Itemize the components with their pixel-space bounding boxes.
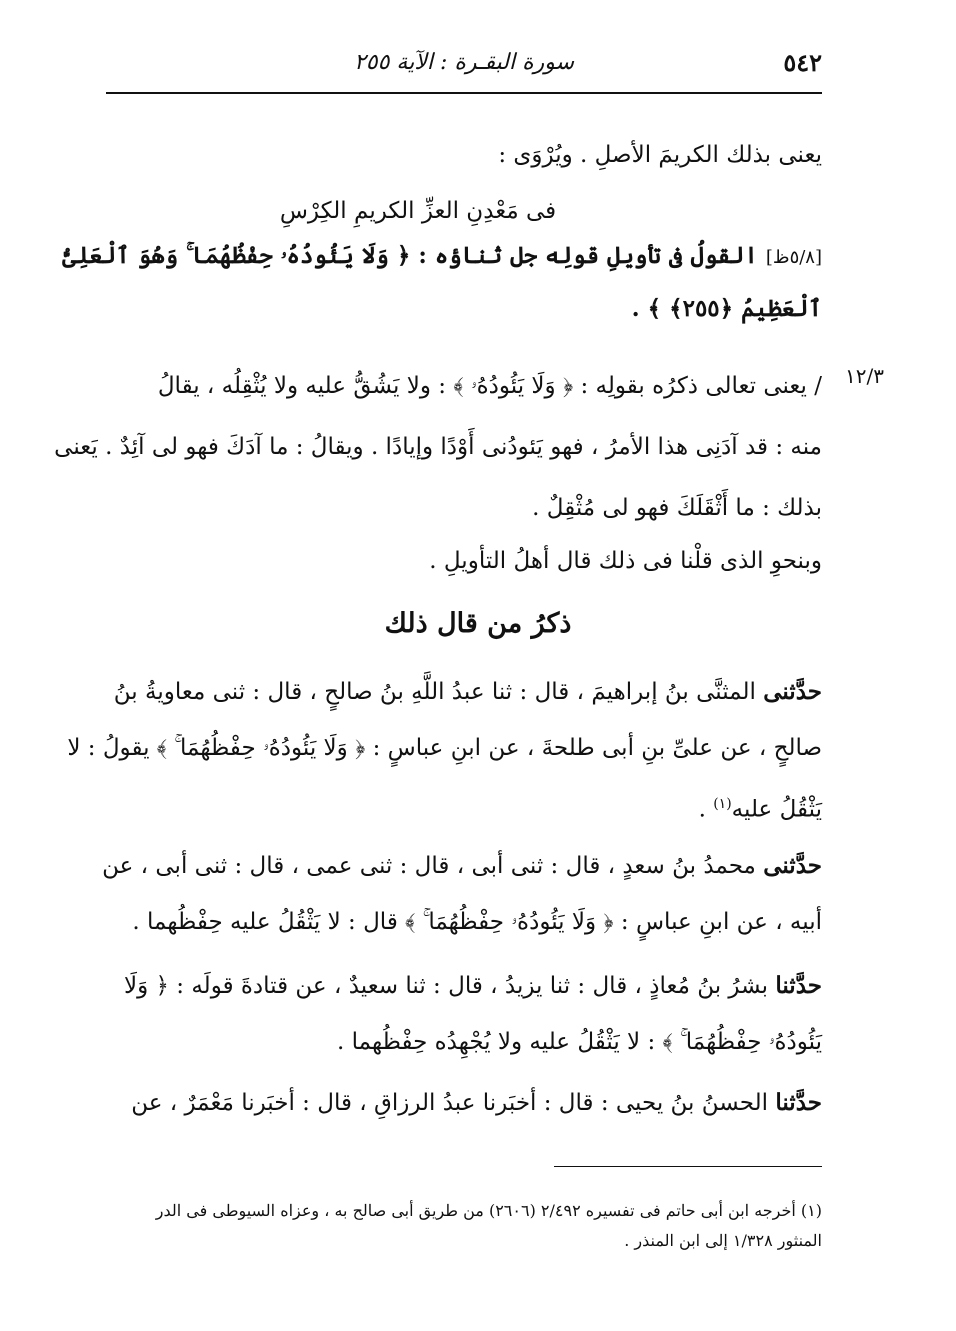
page-number: ٥٤٢	[783, 48, 822, 77]
agreement-line: وبنحوِ الذى قلْنا فى ذلك قال أهلُ التأويلِ .	[429, 548, 822, 574]
isnad-end: .	[698, 796, 714, 823]
heading-line-1	[62, 230, 822, 283]
section-heading	[62, 230, 822, 334]
section-title: ذكرُ من قال ذلك	[384, 608, 572, 639]
isnad-text: محمدُ بنُ سعدٍ ، قال : ثنى أبى ، قال : ثنى عمى ، قال : ثنى أبى ، عن	[102, 853, 756, 879]
isnad-line	[102, 838, 822, 894]
isnad-paragraph	[102, 838, 822, 950]
isnad-line: صالحٍ ، عن علىِّ بنِ أبى طلحةَ ، عن ابنِ عباسٍ : ﴿ وَلَا يَئُودُهُۥ حِفْظُهُمَا ۚ ﴾ يقولُ : لا	[67, 735, 822, 761]
agreement-paragraph	[132, 536, 822, 587]
footnote-divider	[554, 1166, 822, 1167]
footnote-marker: (١)	[713, 796, 732, 812]
heading-lead: القولُ فى تأويلِ قولِه جل ثناؤه :	[418, 242, 758, 269]
isnad-text: الحسنُ بنُ يحيى : قال : أخبَرنا عبدُ الرزاقِ ، قال : أخبَرنا مَعْمَرٌ ، عن	[131, 1090, 769, 1116]
intro-line: يعنى بذلك الكريمَ الأصلِ . ويُرْوَى :	[498, 142, 822, 168]
isnad-lead: حدَّثنى	[763, 678, 822, 705]
page-header	[106, 42, 822, 94]
footnotes	[112, 1196, 822, 1256]
isnad-text: يَثْقُلُ عليه	[731, 796, 822, 823]
footnote-line: المنثور ١/٣٢٨ إلى ابن المنذر .	[624, 1231, 822, 1250]
isnad-line: أبيه ، عن ابنِ عباسٍ : ﴿ وَلَا يَئُودُهُۥ حِفْظُهُمَا ۚ ﴾ قال : لا يَثْقُلُ عليه حِفْظُهما .	[132, 909, 822, 935]
quran-quote: ﴿ وَلَا يَئُودُهُۥ حِفْظُهُمَا ۚ وَهُوَ ٱلْعَلِىُّ	[62, 242, 411, 269]
isnad-line	[112, 776, 822, 838]
commentary-line: / يعنى تعالى ذكرُه بقولِه : ﴿ وَلَا يَئُودُهُۥ ﴾ : ولا يَشُقُّ عليه ولا يُثْقِلُه ، يقالُ	[157, 373, 822, 399]
verse-line: فى مَعْدِنِ العزِّ الكريمِ الكِرْسِ	[279, 198, 557, 224]
manuscript-reference: [٥/٨ظ]	[765, 247, 822, 268]
intro-paragraph	[132, 130, 822, 181]
footnote-line: (١) أخرجه ابن أبى حاتم فى تفسيره ٢/٤٩٢ (٢٦٠٦) من طريق أبى صالح به ، وعزاه السيوطى فى الدر	[155, 1201, 822, 1220]
isnad-line	[112, 1075, 822, 1131]
heading-line-2: ٱلْعَظِيمُ ﴿٢٥٥﴾ ﴾ .	[631, 295, 822, 322]
isnad-line: يَئُودُهُۥ حِفْظُهُمَا ۚ ﴾ : لا يَثْقُلُ عليه ولا يُجْهِدُه حِفْظُهما .	[337, 1029, 822, 1055]
isnad-line	[112, 664, 822, 720]
commentary-line: بذلك : ما أَثْقَلَكَ فهو لى مُثْقِلٌ .	[532, 495, 822, 521]
isnad-text: المثنَّى بنُ إبراهيمَ ، قال : ثنا عبدُ اللَّهِ بنُ صالحٍ ، قال : ثنى معاويةُ بنُ	[113, 679, 756, 705]
isnad-lead: حدَّثنا	[775, 972, 822, 999]
running-head: سورة البقـرة : الآية ٢٥٥	[353, 50, 575, 75]
commentary-paragraph	[54, 356, 822, 539]
isnad-paragraph	[112, 1075, 822, 1131]
isnad-paragraph	[112, 958, 822, 1070]
isnad-lead: حدَّثنى	[763, 852, 822, 879]
margin-note: ١٢/٣	[845, 364, 884, 388]
isnad-text: بشرُ بنُ مُعاذٍ ، قال : ثنا يزيدُ ، قال : ثنا سعيدٌ ، عن قتادةَ قولَه : ﴿ وَلَا	[123, 973, 769, 999]
commentary-line: منه : قد آدَنِى هذا الأمرُ ، فهو يَئودُنى أَوْدًا وإيادًا . ويقالُ : ما آدَكَ فهو لى آئِدٌ . يَعنى	[54, 434, 822, 460]
isnad-line	[112, 958, 822, 1014]
isnad-lead: حدَّثنا	[775, 1089, 822, 1116]
isnad-paragraph	[67, 664, 822, 838]
